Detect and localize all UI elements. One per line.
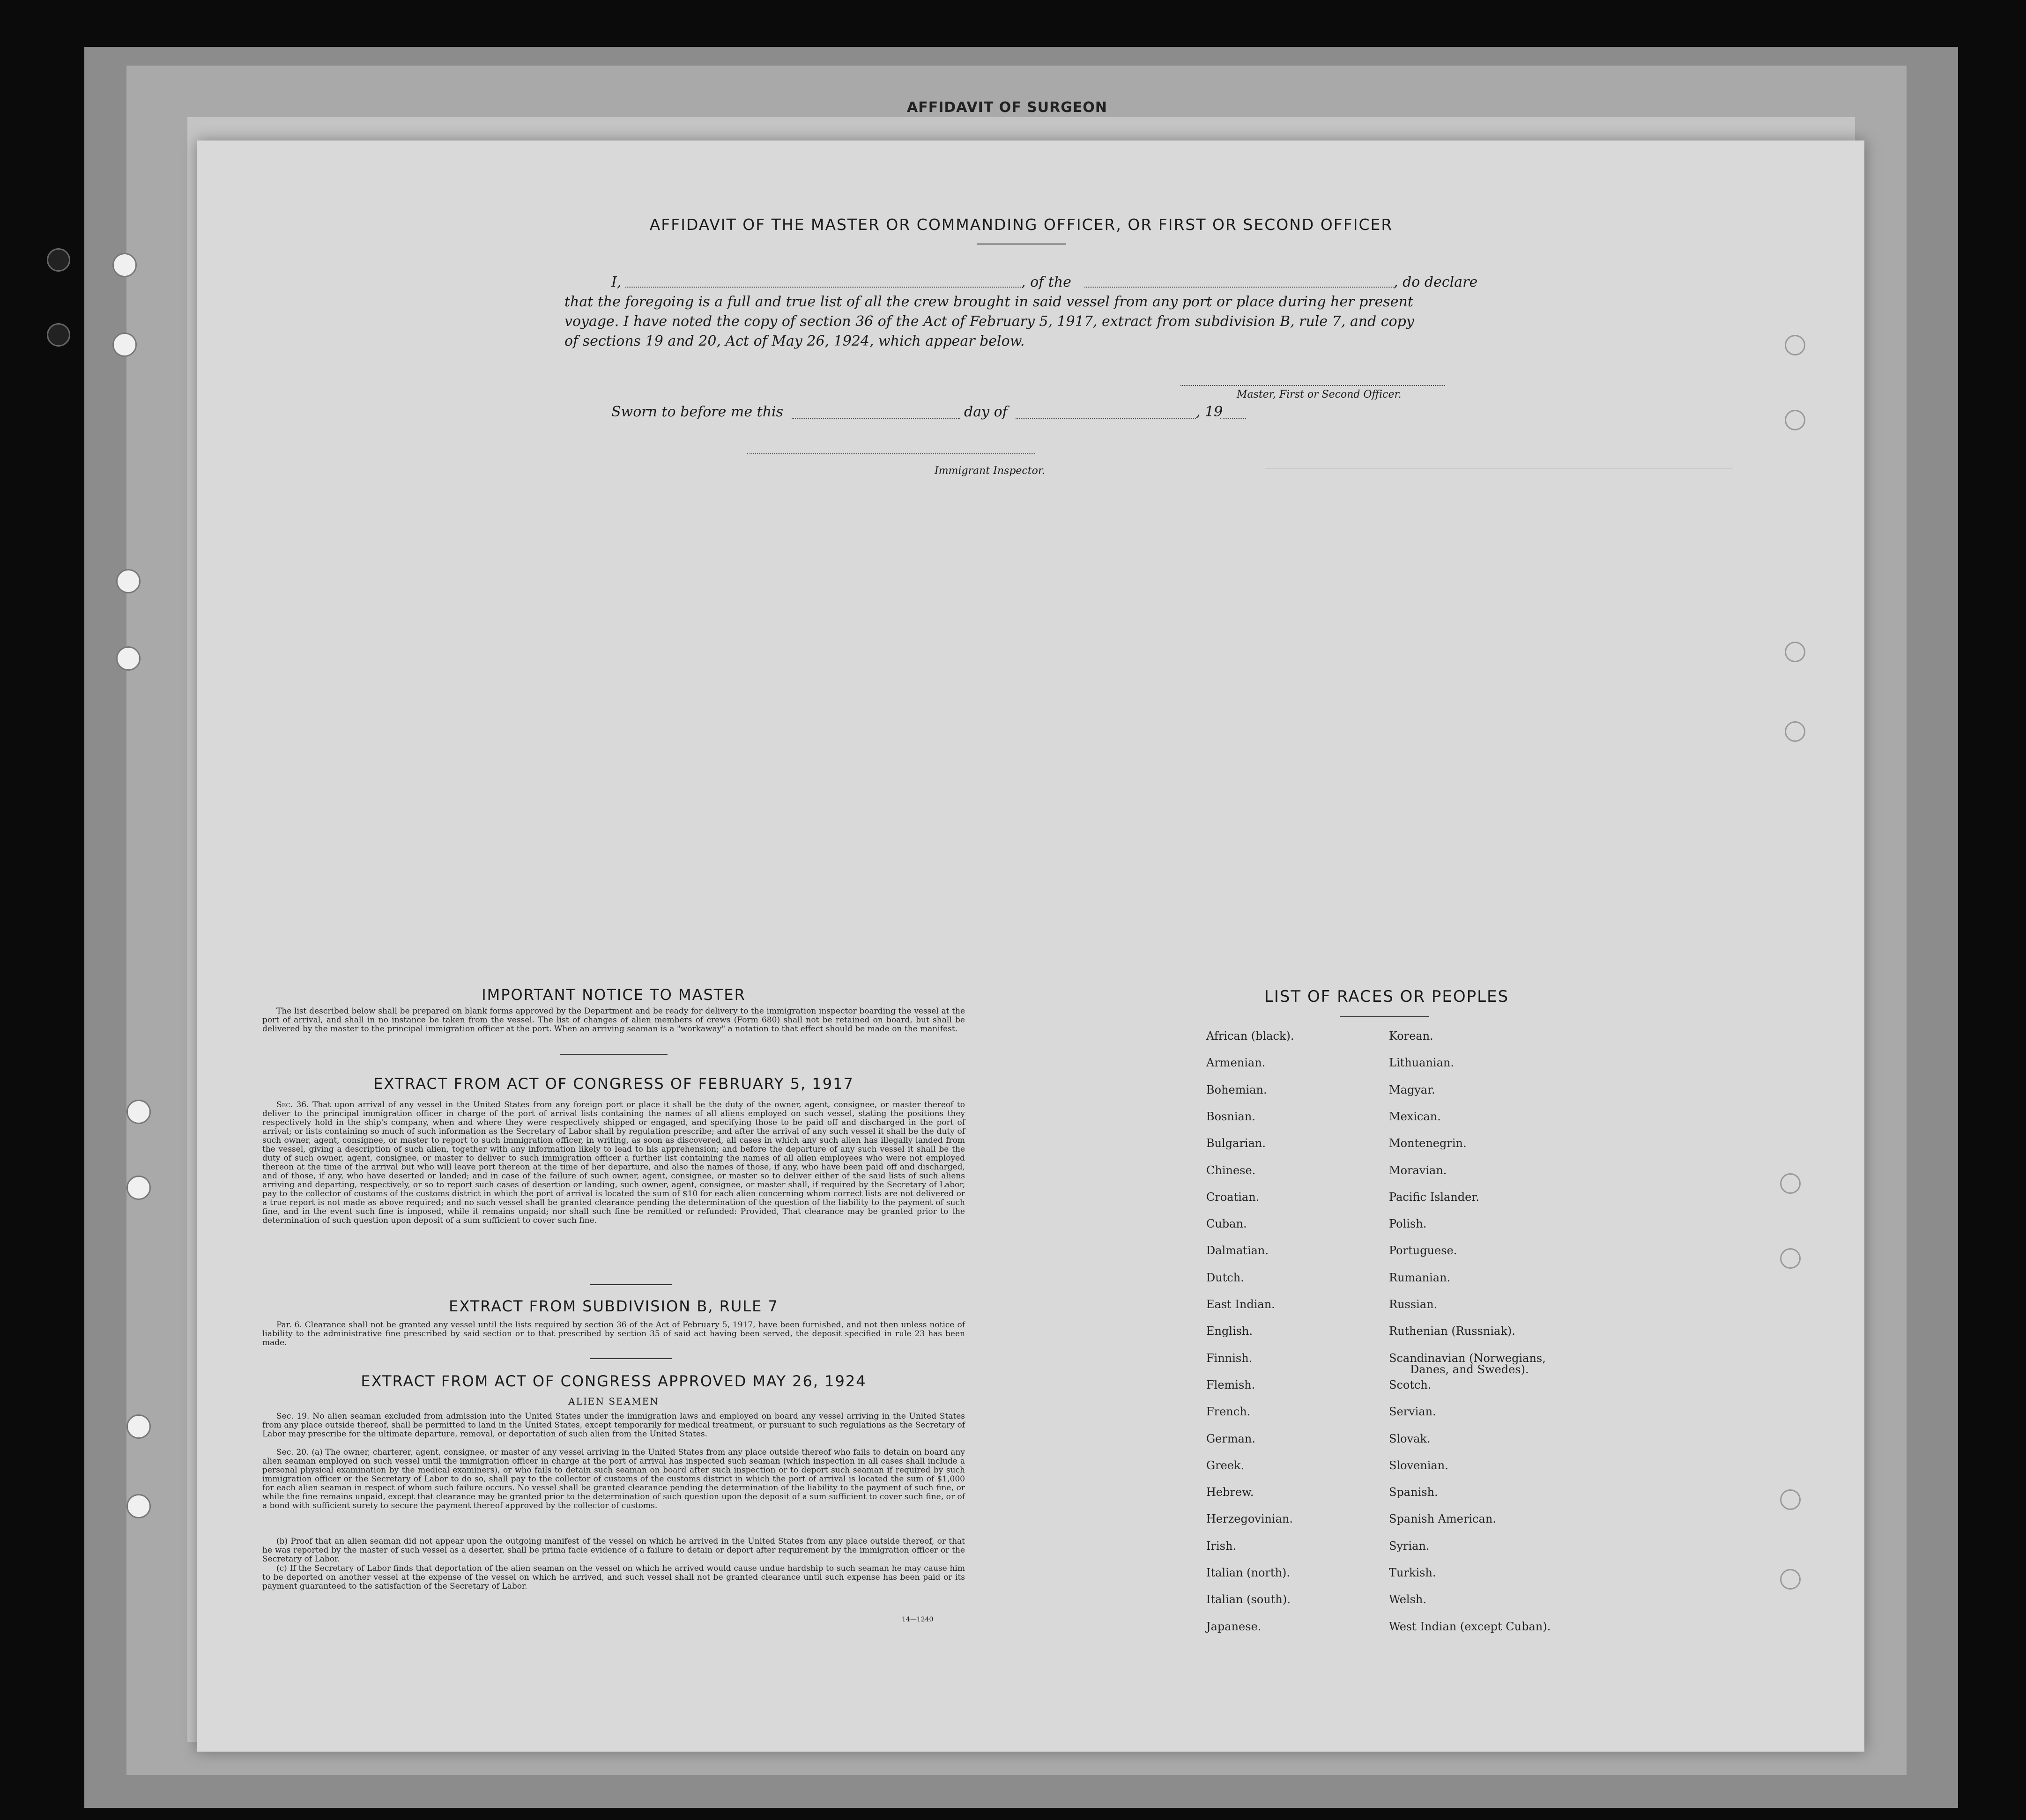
officer-name-field[interactable] <box>625 287 1021 288</box>
affidavit-i: I, <box>611 274 622 290</box>
extract-rule7-heading: EXTRACT FROM SUBDIVISION B, RULE 7 <box>449 1297 779 1315</box>
section-rule <box>590 1284 672 1285</box>
race-item: French. <box>1206 1405 1251 1419</box>
race-item: East Indian. <box>1206 1298 1275 1311</box>
race-item: Mexican. <box>1389 1110 1441 1123</box>
alien-seamen-subheading: ALIEN SEAMEN <box>568 1396 659 1407</box>
sec-36-label: Sec. 36. <box>276 1100 309 1110</box>
race-item: German. <box>1206 1432 1255 1445</box>
master-signature-label: Master, First or Second Officer. <box>1237 389 1402 400</box>
extract-1924-heading: EXTRACT FROM ACT OF CONGRESS APPROVED MAY 26, 1924 <box>361 1372 867 1390</box>
binder-hole <box>47 248 70 272</box>
race-item: Russian. <box>1389 1298 1438 1311</box>
par-6-label: Par. 6. <box>276 1320 302 1330</box>
section-rule <box>590 1358 672 1359</box>
race-item: Finnish. <box>1206 1351 1253 1365</box>
binder-hole <box>126 1414 151 1439</box>
race-item: Bosnian. <box>1206 1110 1255 1123</box>
race-item: Slovak. <box>1389 1432 1431 1445</box>
race-item: Montenegrin. <box>1389 1137 1467 1150</box>
race-item: Japanese. <box>1206 1620 1262 1633</box>
binder-ring-mark <box>1780 1173 1801 1194</box>
vessel-name-field[interactable] <box>1084 287 1394 288</box>
binder-hole <box>126 1100 151 1124</box>
notice-text: The list described below shall be prepared on blank forms approved by the Department and be ready for delivery to the immigration inspector boarding the vessel at the port of arrival, and shall in no instance be taken from the vessel. The list of changes of alien members of crews (Form 680) shall not be retained on board, but shall be delivered by the master to the principal immigration officer at the port. When an arriving seaman is a "workaway" a notation to that effect should be made on the manifest. <box>262 1006 965 1034</box>
extract-rule7-text <box>262 1321 965 1347</box>
race-item: Lithuanian. <box>1389 1056 1455 1070</box>
section-rule <box>560 1054 668 1055</box>
race-item: Irish. <box>1206 1539 1237 1553</box>
sec-19-text: Sec. 19. No alien seaman excluded from admission into the United States under the immigration laws and employed on board any vessel arriving in the United States from any place outside thereof, shall be permitted to land in the United States, except temporarily for medical treatment, or pursuant to such regulations as the Secretary of Labor may prescribe for the ultimate departure, removal, or deportation of such alien from the United States. <box>262 1412 965 1439</box>
year-text: , 19 <box>1196 404 1223 420</box>
race-item: Scandinavian (Norwegians, <box>1389 1351 1546 1365</box>
race-item: Korean. <box>1389 1029 1433 1043</box>
race-item: Servian. <box>1389 1405 1436 1419</box>
inspector-signature-field[interactable] <box>747 453 1035 454</box>
race-item: Flemish. <box>1206 1378 1255 1391</box>
sec-36-body: That upon arrival of any vessel in the United States from any foreign port or place it shall be the duty of the owner, agent, consignee, or master thereof to deliver to the principal immigration officer in charge of the port of arrival lists containing the names of all aliens employed on such vessel, stating the positions they respectively hold in the ship's company, when and where they were respectively shipped or engaged, and specifying those to be paid off and discharged in the port of arrival; or lists containing so much of such information as the Secretary of Labor shall by regulation prescribe; and after the arrival of any such vessel it shall be the duty of such owner, agent, consignee, or master to report to such immigration officer, in writing, as soon as discovered, all cases in which any such alien has illegally landed from the vessel, giving a description of such alien, together with any information likely to lead to his apprehension; and before the departure of any such vessel it shall be the duty of such owner, agent, consignee, or master to deliver to such immigration officer a further list containing the names of all alien employees who were not employed thereon at the time of the arrival but who will leave port thereon at the time of her departure, and also the names of those, if any, who have been paid off and discharged, and of those, if any, who have deserted or landed; and in case of the failure of such owner, agent, consignee, or master so to deliver either of the said lists of such aliens arriving and departing, respectively, or so to report such cases of desertion or landing, such owner, agent, consignee, or master shall, if required by the Secretary of Labor, pay to the collector of customs of the customs district in which the port of arrival is located the sum of $10 for each alien concerning whom correct lists are not delivered or a true report is not made as above required; and no such vessel shall be granted clearance pending the determination of the question of the liability to the payment of such fine, and in the event such fine is imposed, while it remains unpaid; nor shall such fine be remitted or refunded: Provided, That clearance may be granted prior to the determination of such question upon deposit of a sum sufficient to cover such fine. <box>262 1100 965 1225</box>
race-item: Spanish. <box>1389 1486 1438 1499</box>
race-item: Herzegovinian. <box>1206 1512 1293 1526</box>
sworn-day-field[interactable] <box>792 418 960 419</box>
race-item: Spanish American. <box>1389 1512 1496 1526</box>
affidavit-line-2: that the foregoing is a full and true list of all the crew brought in said vessel from any port or place during her present <box>564 294 1413 310</box>
sec-20c-text: (c) If the Secretary of Labor finds that deportation of the alien seaman on the vessel on which he arrived would cause undue hardship to such seaman he may cause him to be deported on another vessel at the expense of the vessel on which he arrived, and such vessel shall not be granted clearance until such expense has been paid or its payment guaranteed to the satisfaction of the Secretary of Labor. <box>262 1564 965 1591</box>
affidavit-do-declare: , do declare <box>1394 274 1478 290</box>
binder-ring-mark <box>1785 642 1805 662</box>
binder-hole <box>112 253 137 277</box>
sec-20b-text: (b) Proof that an alien seaman did not appear upon the outgoing manifest of the vessel on which he arrived in the United States from any place outside thereof, or that he was reported by the master of such vessel as a deserter, shall be prima facie evidence of a failure to detain or deport after requirement by the immigration officer or the Secretary of Labor. <box>262 1537 965 1564</box>
surgeon-affidavit-header: AFFIDAVIT OF SURGEON <box>907 99 1107 116</box>
race-item: Polish. <box>1389 1217 1427 1231</box>
race-item: Dalmatian. <box>1206 1244 1269 1258</box>
race-item: Syrian. <box>1389 1539 1430 1553</box>
race-item: Portuguese. <box>1389 1244 1457 1258</box>
race-item: Slovenian. <box>1389 1458 1448 1472</box>
affidavit-line-3: voyage. I have noted the copy of section 36 of the Act of February 5, 1917, extract from subdivision B, rule 7, and copy <box>564 313 1414 330</box>
race-item: Ruthenian (Russniak). <box>1389 1324 1515 1338</box>
binder-ring-mark <box>1785 335 1805 355</box>
race-item: Moravian. <box>1389 1163 1447 1177</box>
sworn-year-field[interactable] <box>1220 418 1246 419</box>
race-item: Welsh. <box>1389 1593 1426 1606</box>
race-item: Greek. <box>1206 1458 1245 1472</box>
race-item: Italian (north). <box>1206 1566 1291 1579</box>
race-item: English. <box>1206 1324 1253 1338</box>
bleed-through <box>1265 468 1761 937</box>
sworn-text: Sworn to before me this <box>611 404 784 420</box>
affidavit-of-the: , of the <box>1021 274 1071 290</box>
inspector-signature-label: Immigrant Inspector. <box>935 465 1045 477</box>
affidavit-line-4: of sections 19 and 20, Act of May 26, 1924, which appear below. <box>564 333 1025 349</box>
race-item: Pacific Islander. <box>1389 1190 1479 1204</box>
race-item: Cuban. <box>1206 1217 1247 1231</box>
race-item: Bohemian. <box>1206 1083 1267 1096</box>
binder-ring-mark <box>1780 1569 1801 1590</box>
races-heading: LIST OF RACES OR PEOPLES <box>1264 987 1509 1006</box>
day-of-text: day of <box>964 404 1008 420</box>
race-item: Dutch. <box>1206 1271 1244 1284</box>
extract-1917-heading: EXTRACT FROM ACT OF CONGRESS OF FEBRUARY 5, 1917 <box>373 1075 854 1093</box>
race-item: West Indian (except Cuban). <box>1389 1620 1551 1633</box>
race-item: Magyar. <box>1389 1083 1435 1096</box>
binder-ring-mark <box>1785 721 1805 742</box>
race-item: Italian (south). <box>1206 1593 1291 1606</box>
binder-ring-mark <box>1780 1489 1801 1510</box>
binder-hole <box>112 333 137 357</box>
binder-hole <box>126 1494 151 1518</box>
binder-hole <box>47 323 70 347</box>
race-item: Bulgarian. <box>1206 1137 1266 1150</box>
race-item: Chinese. <box>1206 1163 1256 1177</box>
race-item: Turkish. <box>1389 1566 1436 1579</box>
par-6-body: Clearance shall not be granted any vessel until the lists required by section 36 of the Act of February 5, 1917, have been furnished, and not then unless notice of liability to the administrative fine prescribed by said section or to that prescribed by section 35 of said act having been served, the deposit specified in rule 23 has been made. <box>262 1320 965 1347</box>
affidavit-title: AFFIDAVIT OF THE MASTER OR COMMANDING OFFICER, OR FIRST OR SECOND OFFICER <box>649 215 1393 234</box>
race-scandinavian-continued: Danes, and Swedes). <box>1410 1363 1529 1376</box>
binder-hole <box>116 646 141 671</box>
master-signature-field[interactable] <box>1180 385 1445 386</box>
race-item: Scotch. <box>1389 1378 1432 1391</box>
binder-ring-mark <box>1785 410 1805 430</box>
form-number: 14—1240 <box>902 1616 934 1623</box>
race-item: African (black). <box>1206 1029 1294 1043</box>
race-item: Hebrew. <box>1206 1486 1254 1499</box>
race-item: Rumanian. <box>1389 1271 1451 1284</box>
binder-hole <box>116 569 141 593</box>
sworn-month-field[interactable] <box>1016 418 1196 419</box>
binder-ring-mark <box>1780 1248 1801 1269</box>
races-rule <box>1340 1016 1429 1017</box>
race-item: Croatian. <box>1206 1190 1260 1204</box>
sec-20a-text: Sec. 20. (a) The owner, charterer, agent, consignee, or master of any vessel arriving in the United States from any place outside thereof who fails to detain on board any alien seaman employed on such vessel until the immigration officer in charge at the port of arrival has inspected such seaman (which inspection in all cases shall include a personal physical examination by the medical examiners), or who fails to detain such seaman on board after such inspection or to deport such seaman if required by such immigration officer or the Secretary of Labor to do so, shall pay to the collector of customs of the customs district in which the port of arrival is located the sum of $1,000 for each alien seaman in respect of whom such failure occurs. No vessel shall be granted clearance pending the determination of the liability to the payment of such fine, or while the fine remains unpaid, except that clearance may be granted prior to the determination of such question upon the deposit of a sum sufficient to cover such fine, or of a bond with sufficient surety to secure the payment thereof approved by the collector of customs. <box>262 1448 965 1510</box>
notice-heading: IMPORTANT NOTICE TO MASTER <box>482 986 746 1004</box>
race-item: Armenian. <box>1206 1056 1266 1070</box>
extract-1917-text <box>262 1101 965 1225</box>
binder-hole <box>126 1176 151 1200</box>
